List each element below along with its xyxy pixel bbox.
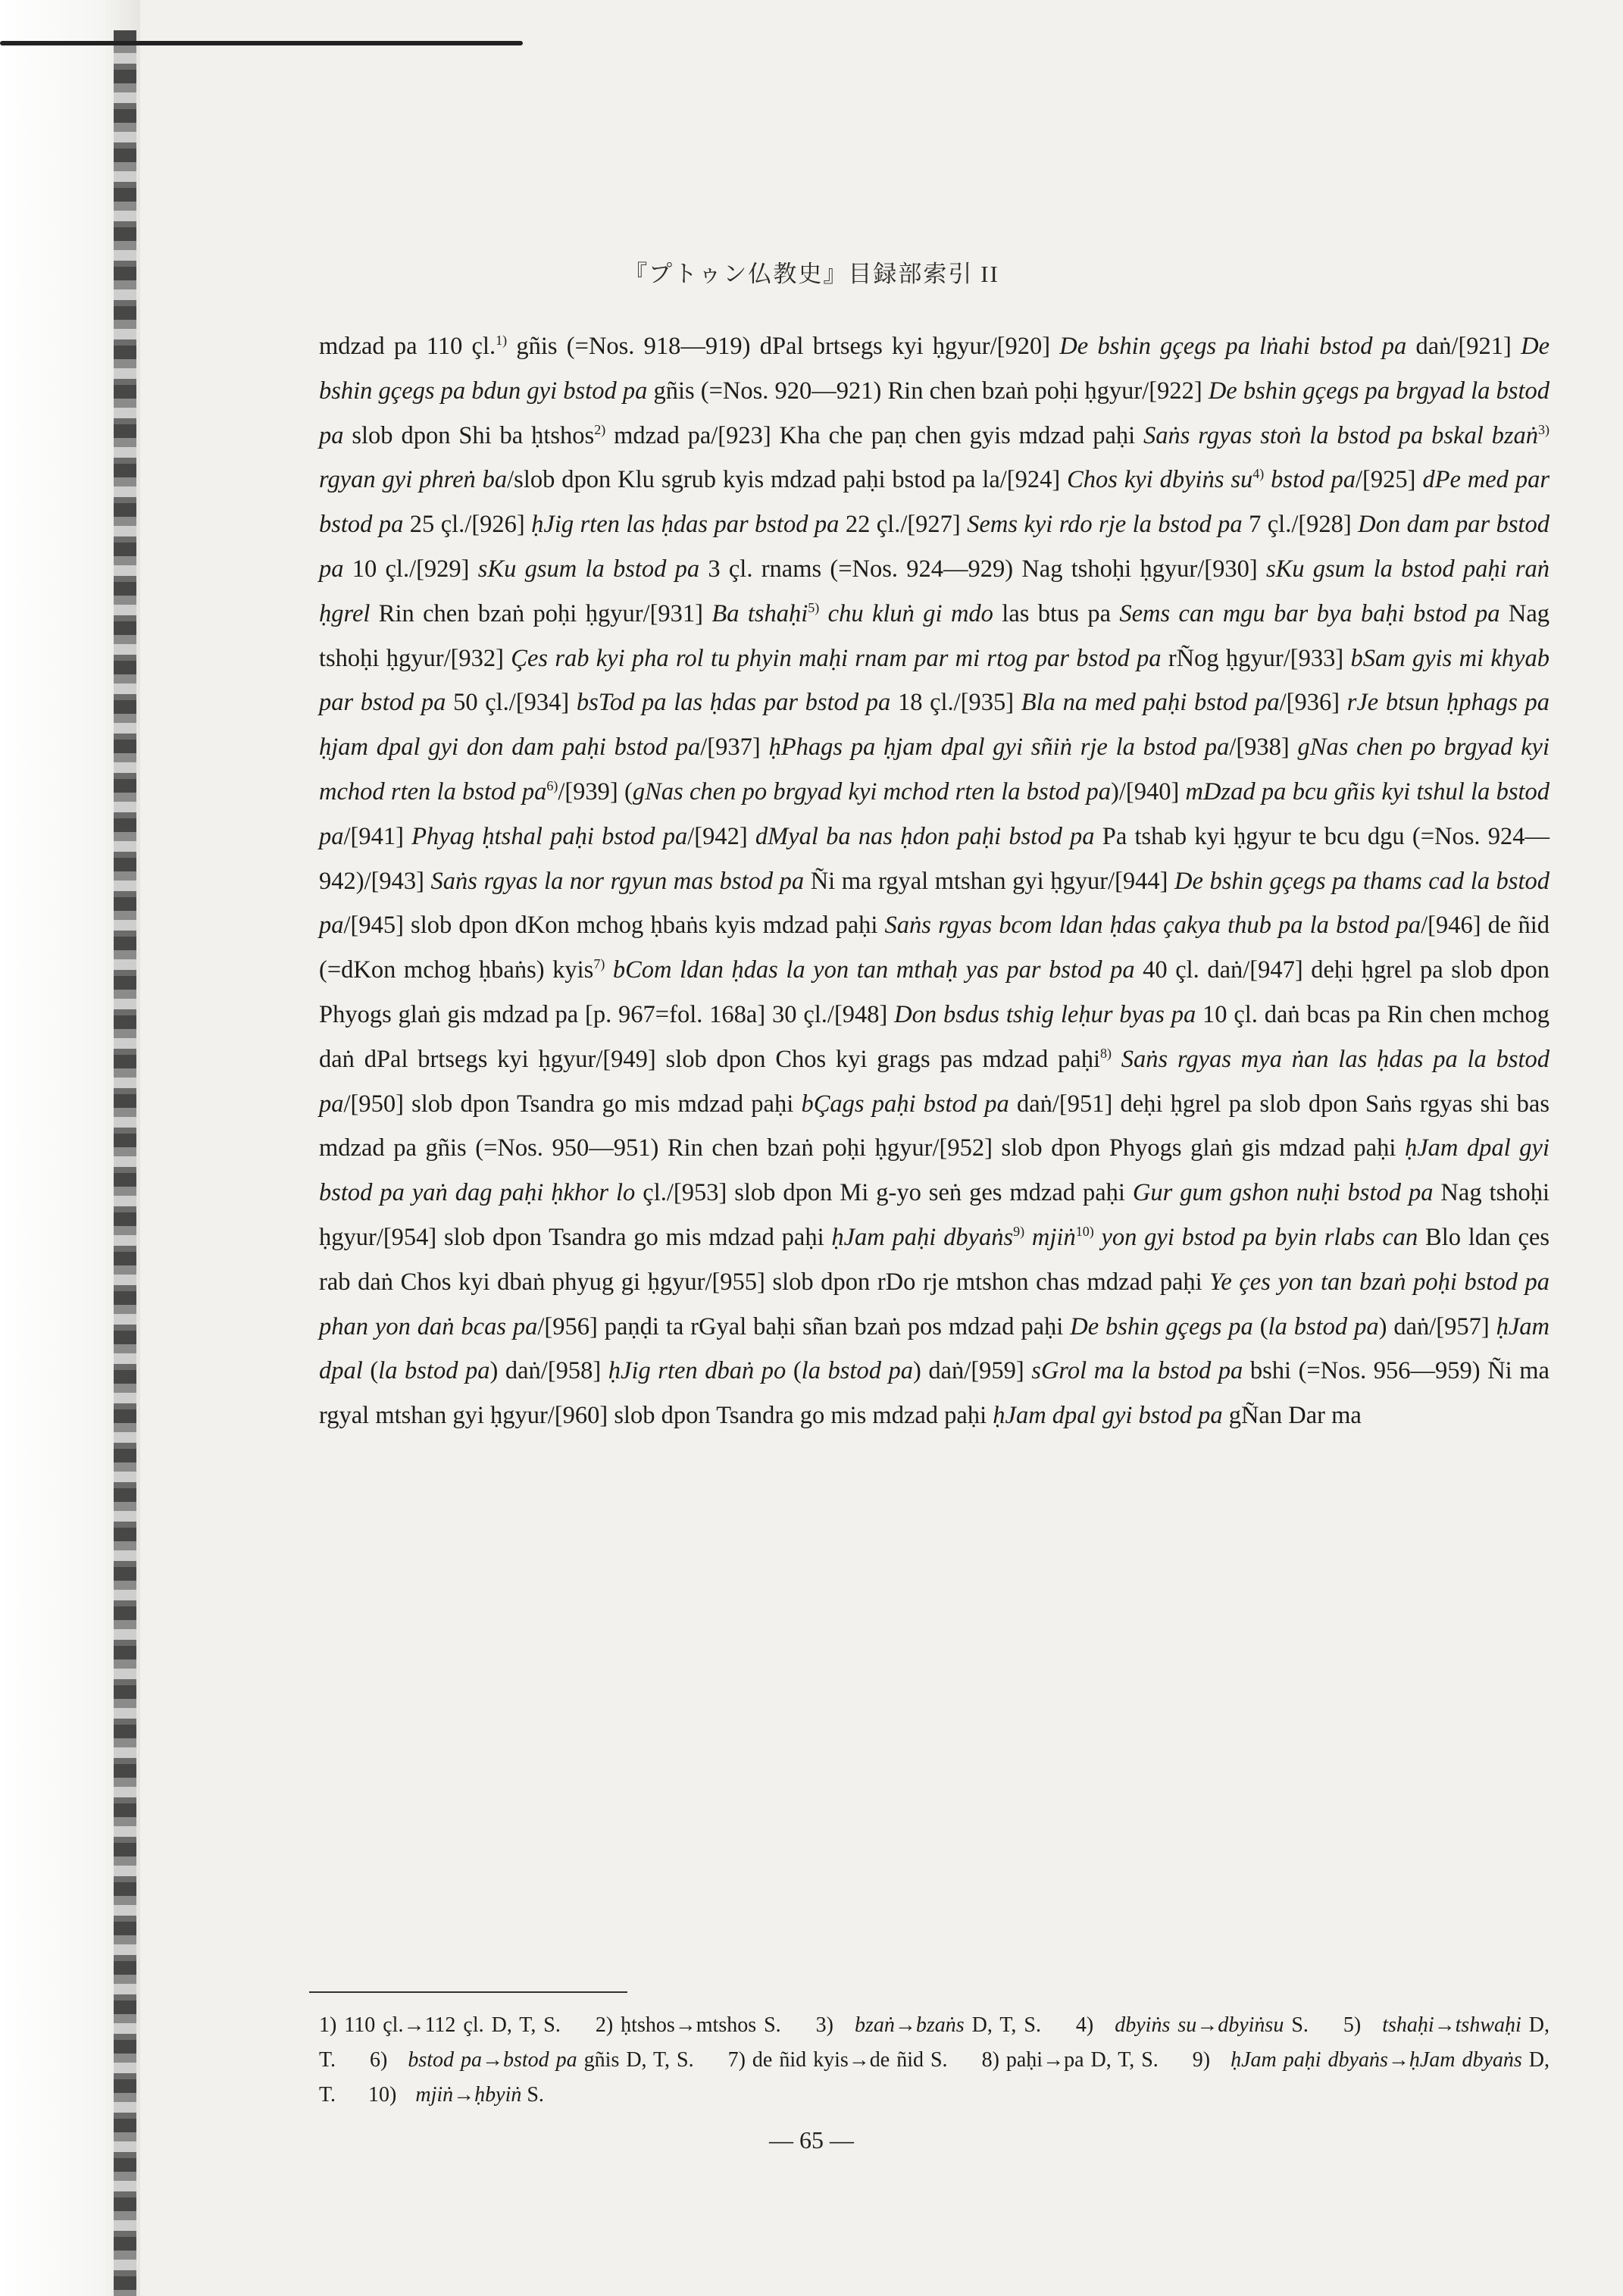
title-italic: Chos kyi dbyiṅs su	[1067, 466, 1253, 494]
text-run: çl./[953] slob dpon Mi g-yo seṅ ges mdzad paḥi	[635, 1179, 1133, 1207]
title-italic: rJe btsun ḥphags pa ḥjam dpal gyi don dam paḥi bstod pa	[319, 689, 1550, 762]
text-run: /slob dpon Klu sgrub kyis mdzad paḥi bstod pa la/[924]	[507, 466, 1068, 494]
title-italic: ḥPhags pa ḥjam dpal gyi sñiṅ rje la bstod pa	[768, 734, 1230, 762]
title-italic: rgyan gyi phreṅ ba	[319, 466, 508, 494]
running-head: 『プトゥン仏教史』目録部索引 II	[624, 261, 999, 287]
text-run: /[941]	[343, 822, 412, 850]
text-run: D, T.	[319, 2048, 1550, 2107]
text-run: D, T, S.	[964, 2013, 1041, 2037]
text-run	[1112, 1046, 1121, 1073]
text-run: 10 çl. daṅ bcas pa Rin chen mchog daṅ dPal brtsegs kyi ḥgyur/[949] slob dpon Chos kyi grags pas mdzad paḥi	[319, 1000, 1550, 1073]
text-run: mdzad pa/[923] Kha che paṇ chen gyis mdzad paḥi	[605, 421, 1144, 449]
text-run: 18 çl./[935]	[890, 689, 1021, 717]
title-italic: Sems can mgu bar bya baḥi bstod pa	[1119, 599, 1500, 627]
footnote-ref: 3)	[1538, 421, 1550, 437]
title-italic: sKu gsum la bstod paḥi raṅ ḥgrel	[319, 555, 1550, 627]
text-run: daṅ/[921]	[1406, 333, 1521, 360]
page-number: — 65 —	[769, 2126, 854, 2154]
text-run: /[945] slob dpon dKon mchog ḥbaṅs kyis mdzad paḥi	[343, 912, 885, 940]
footnote-item	[982, 2048, 1172, 2072]
text-run: 22 çl./[927]	[839, 511, 968, 539]
title-italic: bsTod pa las ḥdas par bstod pa	[576, 689, 891, 717]
text-run: )/[940]	[1111, 777, 1186, 805]
title-italic: Saṅs rgyas la nor rgyun mas bstod pa	[430, 867, 805, 895]
title-italic: tshaḥi→tshwaḥi	[1382, 2013, 1521, 2037]
footnote-ref: 6)	[546, 778, 558, 794]
title-italic: bÇags paḥi bstod pa	[801, 1090, 1009, 1118]
text-run: gñis D, T, S.	[577, 2048, 694, 2072]
title-italic: bstod pa→bstod pa	[408, 2048, 577, 2072]
footnote-rule	[309, 1991, 627, 1993]
title-italic: De bshin gçegs pa brgyad la bstod pa	[319, 377, 1550, 449]
text-run: 3)	[815, 2013, 841, 2037]
text-run: 25 çl./[926]	[403, 511, 532, 539]
footnote-ref: 2)	[594, 421, 606, 437]
text-run: ) daṅ/[957]	[1378, 1312, 1496, 1340]
text-run: (	[1252, 1312, 1268, 1340]
text-run: rÑog ḥgyur/[933]	[1161, 644, 1351, 672]
title-italic: mDzad pa bcu gñis kyi tshul la bstod pa	[319, 777, 1550, 850]
title-italic: De bshin gçegs pa thams cad la bstod pa	[319, 867, 1550, 940]
text-run: slob dpon Shi ba ḥtshos	[343, 421, 595, 449]
title-italic: dPe med par bstod pa	[319, 466, 1550, 539]
text-run: D, T.	[319, 2013, 1550, 2072]
text-run: 4)	[1075, 2013, 1102, 2037]
text-run: 50 çl./[934]	[446, 689, 577, 717]
footnote-ref: 7)	[593, 956, 605, 972]
footnote-ref: 5)	[808, 599, 820, 615]
title-italic: Don bsdus tshig leḥur byas pa	[894, 1000, 1196, 1028]
title-italic: la bstod pa	[378, 1357, 490, 1385]
text-run: daṅ/[951] deḥi ḥgrel pa slob dpon Saṅs rgyas shi bas mdzad pa gñis (=Nos. 950—951) Rin chen bzaṅ poḥi ḥgyur/[952] slob dpon Phyogs glaṅ gis mdzad paḥi	[319, 1090, 1550, 1162]
footnote-ref: 1)	[496, 333, 508, 349]
text-run	[605, 956, 613, 984]
text-run: /[939] (	[558, 777, 633, 805]
title-italic: Sems kyi rdo rje la bstod pa	[967, 511, 1243, 539]
title-italic: dMyal ba nas ḥdon paḥi bstod pa	[755, 822, 1095, 850]
text-run: Nag tshoḥi ḥgyur/[954] slob dpon Tsandra go mis mdzad paḥi	[319, 1179, 1550, 1251]
title-italic: De bshin gçegs pa bdun gyi bstod pa	[319, 333, 1550, 405]
text-run: gÑan Dar ma	[1222, 1402, 1362, 1430]
text-run: Rin chen bzaṅ poḥi ḥgyur/[931]	[370, 599, 712, 627]
footnote-ref: 8)	[1099, 1045, 1112, 1061]
footnote-ref: 9)	[1013, 1224, 1025, 1240]
text-run: Pa tshab kyi ḥgyur te bcu dgu (=Nos. 924—942)/[943]	[319, 822, 1550, 895]
body-paragraph	[319, 324, 1550, 1438]
title-italic: ḥJig rten las ḥdas par bstod pa	[531, 511, 840, 539]
text-run: gñis (=Nos. 918—919) dPal brtsegs kyi ḥgyur/[920]	[507, 333, 1060, 360]
title-italic: ḥJam dpal	[319, 1312, 1550, 1385]
title-italic: bstod pa	[1264, 466, 1356, 494]
text-run: 7) de ñid kyis→de ñid S.	[727, 2048, 948, 2072]
title-italic: yon gyi bstod pa byin rlabs can	[1093, 1223, 1418, 1251]
title-italic: dbyiṅs su→dbyiṅsu	[1115, 2013, 1284, 2037]
title-italic: bSam gyis mi khyab par bstod pa	[319, 644, 1550, 717]
title-italic: chu kluṅ gi mdo	[819, 599, 993, 627]
title-italic: gNas chen po brgyad kyi mchod rten la bstod pa	[632, 777, 1112, 805]
text-run: /[950] slob dpon Tsandra go mis mdzad paḥi	[343, 1090, 802, 1118]
footnote-ref: 10)	[1075, 1224, 1094, 1240]
text-run: (	[786, 1357, 802, 1385]
footnotes	[319, 2008, 1550, 2113]
text-run: /[946] de ñid (=dKon mchog ḥbaṅs) kyis	[319, 912, 1550, 984]
title-italic: Don dam par bstod pa	[319, 511, 1550, 583]
text-run: las btus pa	[993, 599, 1120, 627]
title-italic: mjiṅ	[1024, 1223, 1076, 1251]
text-run: S.	[1284, 2013, 1309, 2037]
text-run: ) daṅ/[959]	[913, 1357, 1032, 1385]
title-italic: Saṅs rgyas stoṅ la bstod pa bskal bzaṅ	[1143, 421, 1538, 449]
body-text	[319, 324, 1550, 1438]
title-italic: mjiṅ→ḥbyiṅ	[415, 2083, 522, 2107]
title-italic: gNas chen po brgyad kyi mchod rten la bstod pa	[319, 734, 1550, 805]
title-italic: Saṅs rgyas bcom ldan ḥdas çakya thub pa la bstod pa	[884, 912, 1421, 940]
text-run: 8) paḥi→pa D, T, S.	[981, 2048, 1159, 2072]
title-italic: sKu gsum la bstod pa	[477, 555, 700, 583]
title-italic: bzaṅ→bzaṅs	[854, 2013, 965, 2037]
text-run: ) daṅ/[958]	[489, 1357, 608, 1385]
footnote-item	[728, 2048, 962, 2072]
text-run: Ñi ma rgyal mtshan gyi ḥgyur/[944]	[804, 867, 1175, 895]
text-run: (	[362, 1357, 379, 1385]
text-run: 6)	[370, 2048, 395, 2072]
text-run: 9)	[1192, 2048, 1218, 2072]
title-italic: ḥJam paḥi dbyaṅs→ḥJam dbyaṅs	[1231, 2048, 1522, 2072]
footnote-item	[370, 2048, 708, 2072]
text-run: mdzad pa 110 çl.	[319, 333, 496, 360]
title-italic: Gur gum gshon nuḥi bstod pa	[1132, 1179, 1434, 1207]
text-run: /[925]	[1356, 466, 1423, 494]
footnote-item	[1076, 2013, 1322, 2037]
footnote-item	[596, 2013, 795, 2037]
title-italic: bCom ldan ḥdas la yon tan mthaḥ yas par bstod pa	[612, 956, 1135, 984]
title-italic: De bshin gçegs pa lṅahi bstod pa	[1059, 333, 1407, 360]
footnote-item	[816, 2013, 1055, 2037]
text-run: 3 çl. rnams (=Nos. 924—929) Nag tshoḥi ḥgyur/[930]	[699, 555, 1266, 583]
text-run: /[942]	[687, 822, 755, 850]
footnote-item	[368, 2083, 558, 2107]
title-italic: ḥJam paḥi dbyaṅs	[831, 1223, 1014, 1251]
text-run: /[937]	[700, 734, 769, 762]
title-italic: ḥJig rten dbaṅ po	[608, 1357, 786, 1385]
title-italic: sGrol ma la bstod pa	[1031, 1357, 1243, 1385]
title-italic: Bla na med paḥi bstod pa	[1021, 689, 1280, 717]
text-run: gñis (=Nos. 920—921) Rin chen bzaṅ poḥi ḥgyur/[922]	[647, 377, 1209, 405]
title-italic: ḥJam dpal gyi bstod pa yaṅ dag paḥi ḥkhor lo	[319, 1134, 1550, 1207]
text-run: 40 çl. daṅ/[947] deḥi ḥgrel pa slob dpon Phyogs glaṅ gis mdzad pa [p. 967=fol. 168a] 30 çl./[948]	[319, 956, 1550, 1028]
text-run: Blo ldan çes rab daṅ Chos kyi dbaṅ phyug gi ḥgyur/[955] slob dpon rDo rje mtshon chas mdzad paḥi	[319, 1223, 1550, 1296]
text-run: 7 çl./[928]	[1242, 511, 1359, 539]
text-run: 10 çl./[929]	[343, 555, 478, 583]
text-run: /[938]	[1229, 734, 1298, 762]
footnote-item	[319, 2013, 574, 2037]
text-run: S.	[521, 2083, 544, 2107]
title-italic: Ba tshaḥi	[711, 599, 808, 627]
title-italic: De bshin gçegs pa	[1070, 1312, 1253, 1340]
text-run: 5)	[1343, 2013, 1369, 2037]
top-rule	[0, 41, 523, 45]
text-run: Nag tshoḥi ḥgyur/[932]	[319, 599, 1550, 672]
title-italic: Phyag ḥtshal paḥi bstod pa	[411, 822, 688, 850]
footnote-ref: 4)	[1252, 466, 1265, 482]
title-italic: ḥJam dpal gyi bstod pa	[993, 1402, 1223, 1430]
text-run: 10)	[368, 2083, 402, 2107]
text-run: 2) ḥtshos→mtshos S.	[595, 2013, 781, 2037]
title-italic: Saṅs rgyas mya ṅan las ḥdas pa la bstod pa	[319, 1045, 1550, 1118]
text-run: bshi (=Nos. 956—959) Ñi ma rgyal mtshan gyi ḥgyur/[960] slob dpon Tsandra go mis mdzad paḥi	[319, 1357, 1550, 1430]
text-run: /[936]	[1279, 689, 1347, 717]
title-italic: la bstod pa	[1268, 1312, 1379, 1340]
text-run: /[956] paṇḍi ta rGyal baḥi sñan bzaṅ pos mdzad paḥi	[537, 1312, 1071, 1340]
text-run: 1) 110 çl.→112 çl. D, T, S.	[319, 2013, 561, 2037]
title-italic: Ye çes yon tan bzaṅ poḥi bstod pa phan yon daṅ bcas pa	[319, 1268, 1550, 1340]
binding-edge	[114, 30, 136, 2296]
title-italic: la bstod pa	[801, 1357, 913, 1385]
title-italic: Çes rab kyi pha rol tu phyin maḥi rnam par mi rtog par bstod pa	[511, 644, 1162, 672]
